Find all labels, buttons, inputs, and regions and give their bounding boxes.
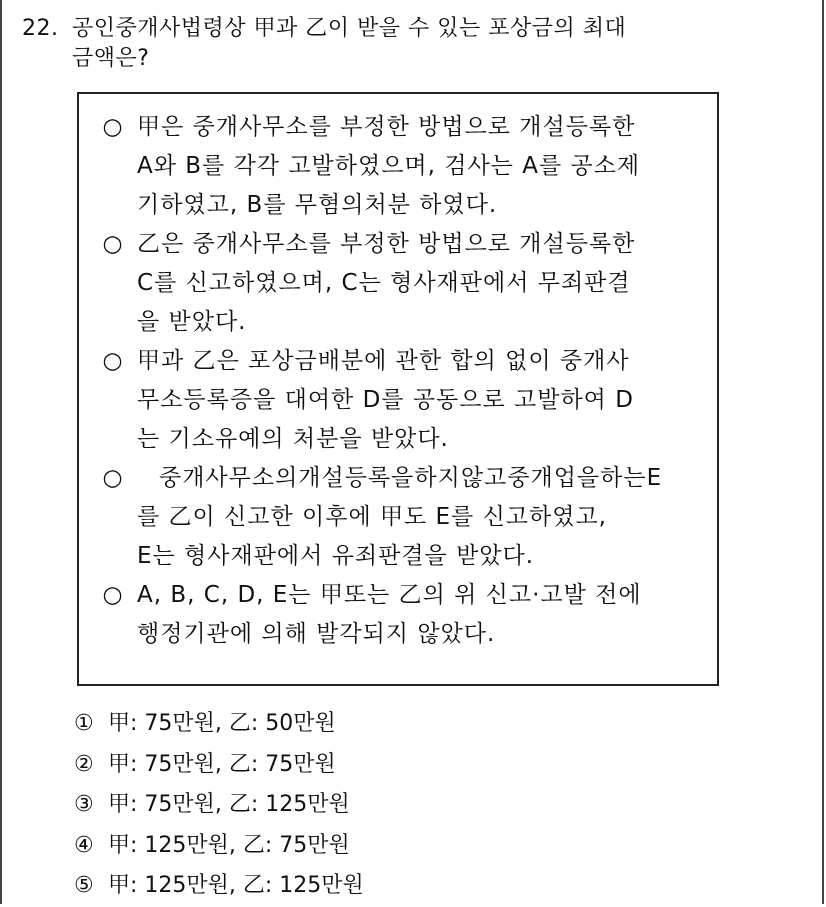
answer-choice-5[interactable] bbox=[74, 866, 674, 907]
question-number: 22. bbox=[22, 16, 59, 41]
answer-choice-4[interactable] bbox=[74, 826, 674, 867]
condition-box bbox=[77, 92, 719, 686]
condition-line: C를 신고하였으며, C는 형사재판에서 무죄판결 bbox=[137, 270, 631, 296]
choice-text: 甲: 75만원, 乙: 75만원 bbox=[108, 751, 336, 777]
choice-text: 甲: 75만원, 乙: 125만원 bbox=[108, 792, 350, 817]
condition-line: A, B, C, D, E는 甲또는 乙의 위 신고·고발 전에 bbox=[137, 582, 642, 608]
condition-line: 甲과 乙은 포상금배분에 관한 합의 없이 중개사 bbox=[137, 348, 630, 374]
condition-item-3 bbox=[97, 342, 697, 459]
question-line-1 bbox=[22, 14, 782, 44]
bullet-circle-icon: ○ bbox=[102, 348, 124, 374]
choice-number-2: ② bbox=[74, 751, 94, 777]
choice-number-1: ① bbox=[74, 711, 94, 736]
condition-line: 乙은 중개사무소를 부정한 방법으로 개설등록한 bbox=[137, 231, 636, 257]
condition-line: A와 B를 각각 고발하였으며, 검사는 A를 공소제 bbox=[137, 153, 641, 179]
question-text-line-2: 금액은? bbox=[72, 46, 150, 71]
condition-line: 는 기소유예의 처분을 받았다. bbox=[137, 426, 449, 452]
condition-line: E는 형사재판에서 유죄판결을 받았다. bbox=[137, 543, 535, 569]
bullet-circle-icon: ○ bbox=[102, 114, 124, 140]
bullet-circle-icon: ○ bbox=[102, 582, 124, 608]
condition-line: 기하였고, B를 무혐의처분 하였다. bbox=[137, 192, 498, 218]
choice-number-3: ③ bbox=[74, 792, 94, 817]
condition-line: 甲은 중개사무소를 부정한 방법으로 개설등록한 bbox=[137, 114, 636, 140]
condition-line: 중개사무소의개설등록을하지않고중개업을하는E bbox=[159, 465, 663, 491]
condition-item-5 bbox=[97, 576, 697, 654]
bullet-circle-icon: ○ bbox=[102, 231, 124, 257]
bullet-circle-icon: ○ bbox=[102, 465, 124, 491]
answer-choice-3[interactable] bbox=[74, 785, 674, 826]
choice-number-5: ⑤ bbox=[74, 873, 94, 898]
condition-line: 을 받았다. bbox=[137, 309, 247, 335]
answer-choice-1[interactable] bbox=[74, 704, 674, 745]
condition-line: 무소등록증을 대여한 D를 공동으로 고발하여 D bbox=[137, 387, 634, 413]
condition-line: 행정기관에 의해 발각되지 않았다. bbox=[137, 621, 496, 647]
choice-text: 甲: 125만원, 乙: 75만원 bbox=[108, 832, 350, 858]
question-text-line-1: 공인중개사법령상 甲과 乙이 받을 수 있는 포상금의 최대 bbox=[72, 16, 627, 41]
choice-text: 甲: 75만원, 乙: 50만원 bbox=[108, 711, 336, 736]
condition-item-1 bbox=[97, 108, 697, 225]
condition-item-4 bbox=[97, 459, 697, 576]
answer-choice-2[interactable] bbox=[74, 745, 674, 786]
choice-text: 甲: 125만원, 乙: 125만원 bbox=[108, 873, 364, 898]
question-stem bbox=[22, 14, 782, 74]
choice-number-4: ④ bbox=[74, 832, 94, 858]
answer-choices bbox=[74, 704, 674, 907]
condition-item-2 bbox=[97, 225, 697, 342]
condition-line: 를 乙이 신고한 이후에 甲도 E를 신고하였고, bbox=[137, 504, 607, 530]
